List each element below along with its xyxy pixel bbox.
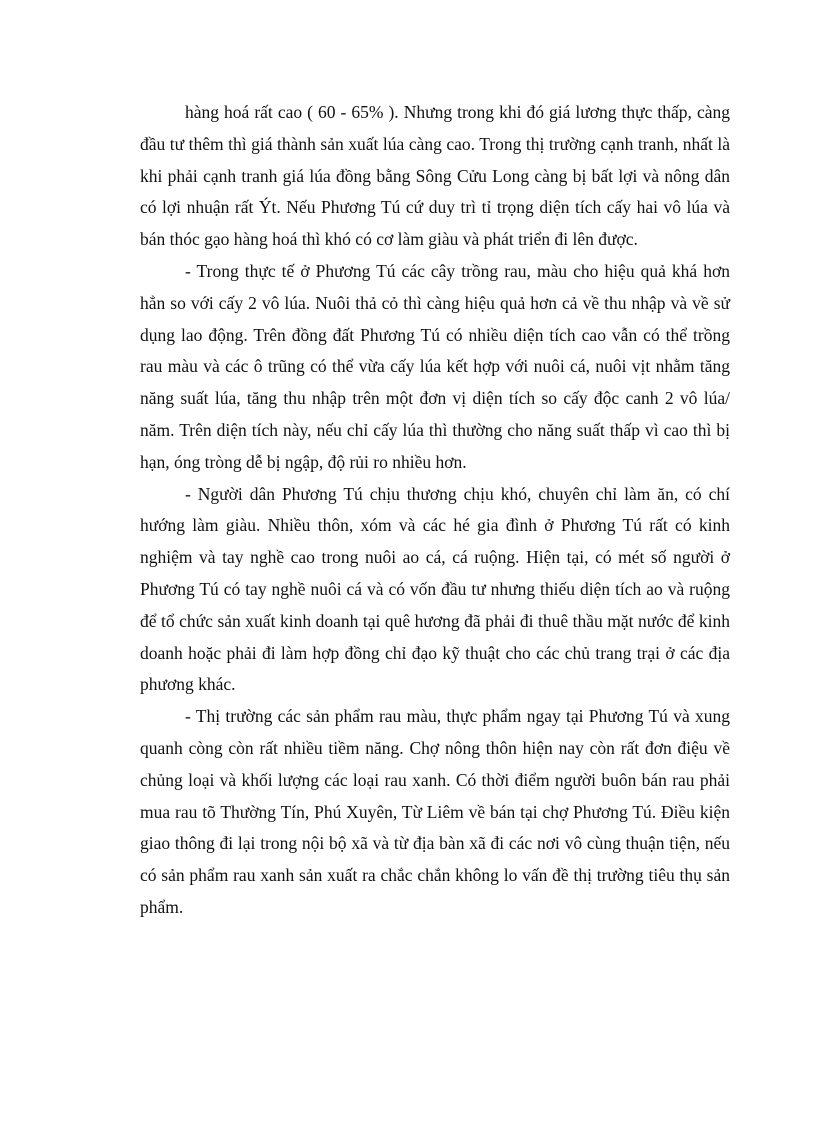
paragraph-4: - Thị trường các sản phẩm rau màu, thực phẩm ngay tại Phương Tú và xung quanh còng còn rất nhiều tiềm năng. Chợ nông thôn hiện nay còn rất đơn điệu về chủng loại và khối lượng các loại rau xanh. Có thời điểm người buôn bán rau phải mua rau tõ Thường Tín, Phú Xuyên, Từ Liêm về bán tại chợ Phương Tú. Điều kiện giao thông đi lại trong nội bộ xã và từ địa bàn xã đi các nơi vô cùng thuận tiện, nếu có sản phẩm rau xanh sản xuất ra chắc chắn không lo vấn đề thị trường tiêu thụ sản phẩm. — [140, 706, 730, 917]
paragraph-3: - Người dân Phương Tú chịu thương chịu khó, chuyên chỉ làm ăn, có chí hướng làm giàu. Nhiều thôn, xóm và các hé gia đình ở Phương Tú rất có kinh nghiệm và tay nghề cao trong nuôi ao cá, cá ruộng. Hiện tại, có mét số người ở Phương Tú có tay nghề nuôi cá và có vốn đầu tư nhưng thiếu diện tích ao và ruộng để tổ chức sản xuất kinh doanh tại quê hương đã phải đi thuê thầu mặt nước để kinh doanh hoặc phải đi làm hợp đồng chỉ đạo kỹ thuật cho các chủ trang trại ở các địa phương khác. — [140, 483, 730, 695]
paragraph-1: hàng hoá rất cao ( 60 - 65% ). Nhưng trong khi đó giá lương thực thấp, càng đầu tư thêm thì giá thành sản xuất lúa càng cao. Trong thị trường cạnh tranh, nhất là khi phải cạnh tranh giá lúa đồng bằng Sông Cửu Long càng bị bất lợi và nông dân có lợi nhuận rất Ýt. Nếu Phương Tú cứ duy trì tỉ trọng diện tích cấy hai vô lúa và bán thóc gạo hàng hoá thì khó có cơ làm giàu và phát triển đi lên được. — [140, 102, 730, 250]
paragraph-2: - Trong thực tế ở Phương Tú các cây trồng rau, màu cho hiệu quả khá hơn hẳn so với cấy 2 vô lúa. Nuôi thả cỏ thì càng hiệu quả hơn cả về thu nhập và về sử dụng lao động. Trên đồng đất Phương Tú có nhiều diện tích cao vẫn có thể trồng rau màu và các ô trũng có thể vừa cấy lúa kết hợp với nuôi cá, nuôi vịt nhằm tăng năng suất lúa, tăng thu nhập trên một đơn vị diện tích so cấy độc canh 2 vô lúa/ năm. Trên diện tích này, nếu chỉ cấy lúa thì thường cho năng suất thấp vì cao thì bị hạn, óng tròng dễ bị ngập, độ rủi ro nhiều hơn. — [140, 260, 730, 472]
document-body — [140, 97, 730, 924]
